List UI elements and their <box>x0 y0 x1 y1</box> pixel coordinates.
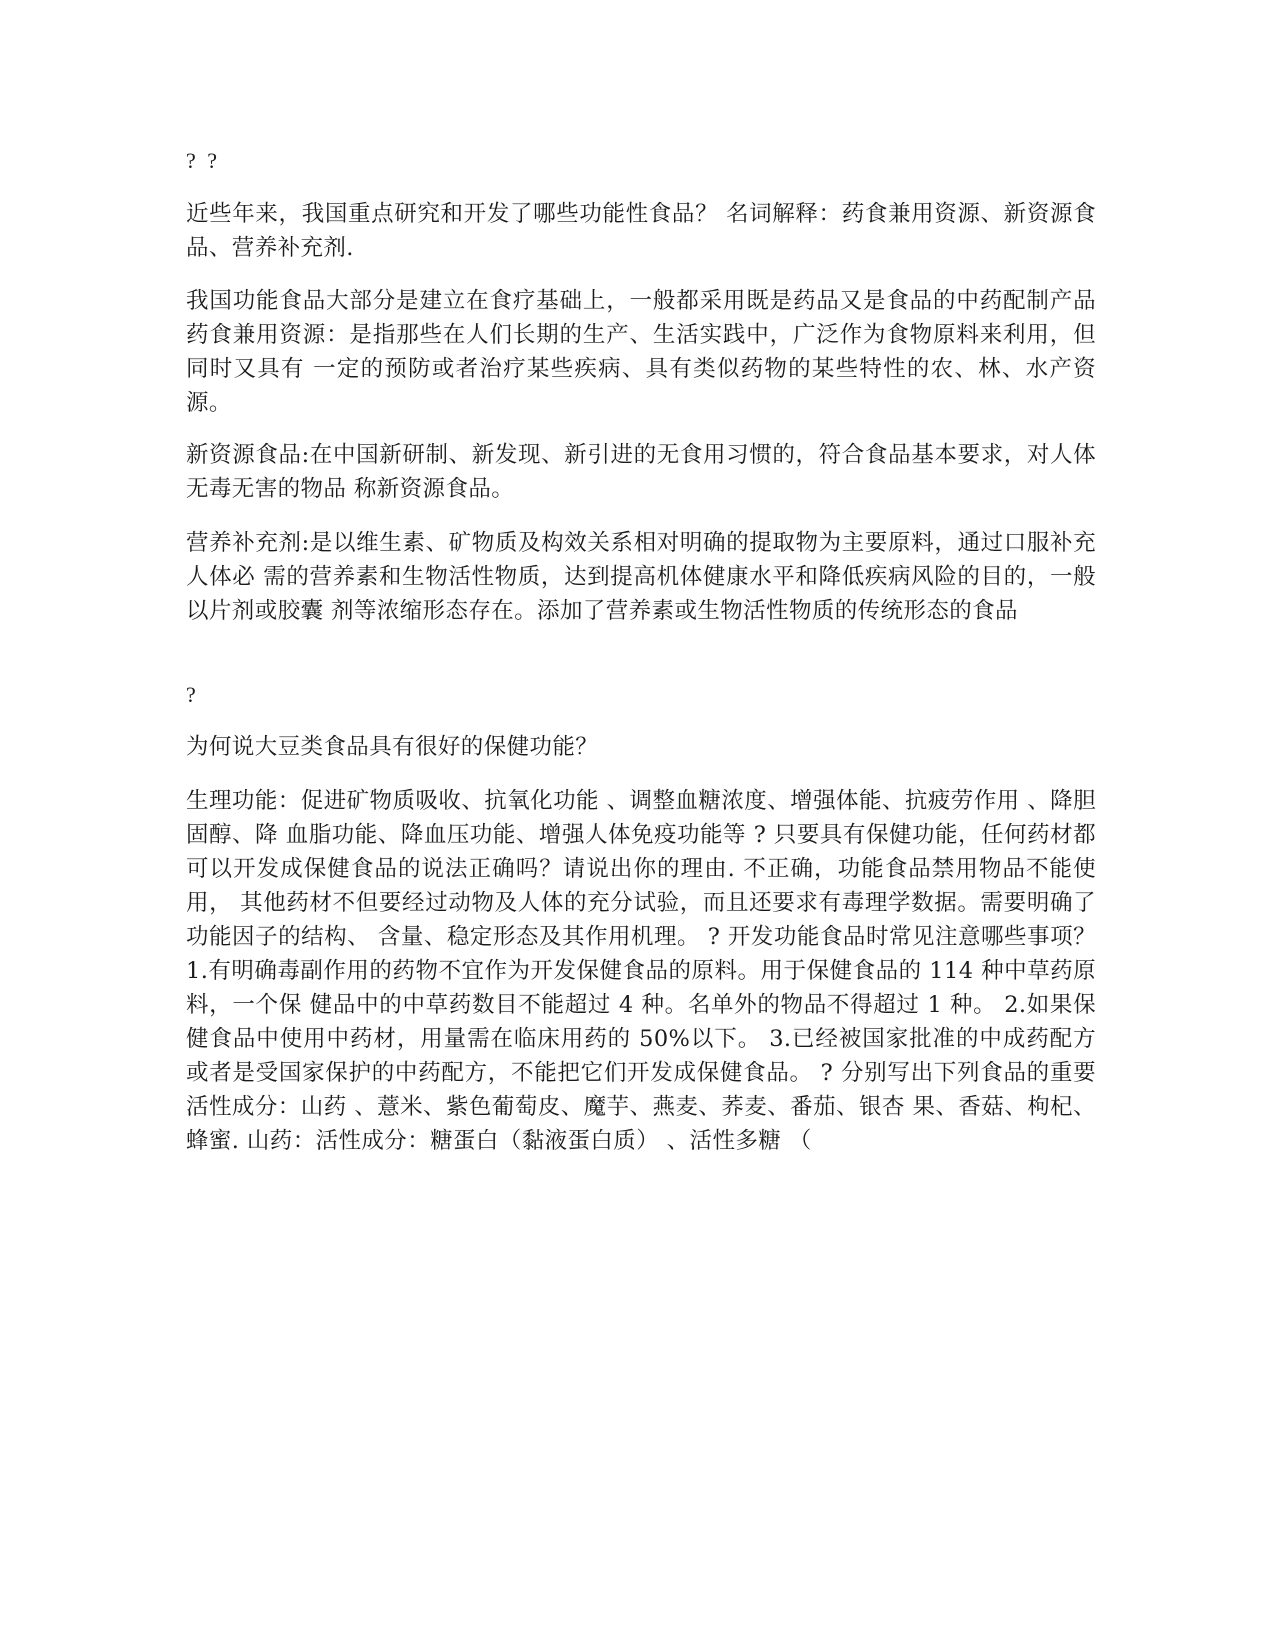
question-soybean-health-functions: 为何说大豆类食品具有很好的保健功能？ <box>186 734 599 760</box>
definition-paragraph-new-resource-food: 新资源食品:在中国新研制、新发现、新引进的无食用习惯的，符合食品基本要求，对人体无毒无害的物品 称新资源食品。 <box>186 442 1096 502</box>
answer-paragraph-physiological-functions: 生理功能：促进矿物质吸收、抗氧化功能 、调整血糖浓度、增强体能、抗疲劳作用 、降胆固醇、降 血脂功能、降血压功能、增强人体免疫功能等 ? 只要具有保健功能，任何药材都可以开发成保健食品的说法正确吗？请说出你的理由. 不正确，功能食品禁用物品不能使用， 其他药材不但要经过动物及人体的充分试验，而且还要求有毒理学数据。需要明确了功能因子的结构、 含量、稳定形态及其作用机理。 ? 开发功能食品时常见注意哪些事项？ 1.有明确毒副作用的药物不宜作为开发保健食品的原料。用于保健食品的 114 种中草药原料，一个保 健品中的中草药数目不能超过 4 种。名单外的物品不得超过 1 种。 2.如果保健食品中使用中药材，用量需在临床用药的 50%以下。 3.已经被国家批准的中成药配方或者是受国家保护的中药配方，不能把它们开发成保健食品。 ? 分别写出下列食品的重要活性成分：山药 、薏米、紫色葡萄皮、魔芋、燕麦、荞麦、番茄、银杏 果、香菇、枸杞、蜂蜜. 山药：活性成分：糖蛋白（黏液蛋白质） 、活性多糖 （ <box>186 788 1096 1154</box>
definition-paragraph-nutritional-supplement: 营养补充剂:是以维生素、矿物质及构效关系相对明确的提取物为主要原料，通过口服补充人体必 需的营养素和生物活性物质，达到提高机体健康水平和降低疾病风险的目的，一般以片剂或胶囊 剂等浓缩形态存在。添加了营养素或生物活性物质的传统形态的食品 <box>186 530 1096 624</box>
answer-paragraph-food-medicine-resources: 我国功能食品大部分是建立在食疗基础上，一般都采用既是药品又是食品的中药配制产品 药食兼用资源：是指那些在人们长期的生产、生活实践中，广泛作为食物原料来利用，但同时又具有 一定的预防或者治疗某些疾病、具有类似药物的某些特性的农、林、水产资源。 <box>186 288 1096 416</box>
question-paragraph-functional-foods: 近些年来，我国重点研究和开发了哪些功能性食品？ 名词解释：药食兼用资源、新资源食品、营养补充剂. <box>186 201 1096 261</box>
question-marker-middle: ? <box>186 682 199 707</box>
question-marker-top: ? ? <box>186 148 221 173</box>
